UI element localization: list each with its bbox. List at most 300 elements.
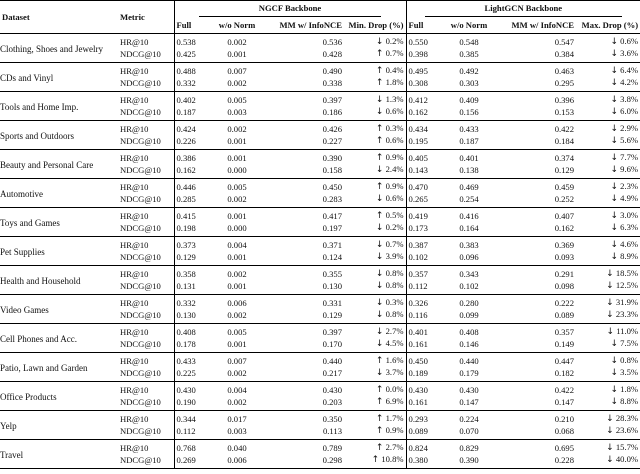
arrow-down-icon: ↓ — [610, 397, 619, 407]
arrow-up-icon: ↑ — [375, 356, 384, 366]
ngcf-mm-infonce-cell: 0.350 — [322, 413, 342, 424]
lightgcn-full-cell: 0.102 — [406, 251, 440, 266]
dataset-health-and-household: Health and Household — [0, 266, 118, 295]
ngcf-drop-cell — [344, 396, 406, 411]
lightgcn-mm-infonce-cell: 0.153 — [498, 106, 576, 121]
lightgcn-mm-infonce-cell: 0.384 — [498, 48, 576, 63]
lightgcn-drop-cell — [576, 266, 640, 281]
lightgcn-drop-cell — [576, 63, 640, 78]
lightgcn-drop-value: 23.3% — [615, 309, 639, 319]
lightgcn-wo-norm-cell: 0.147 — [440, 396, 498, 411]
lightgcn-full-cell: 0.434 — [406, 121, 440, 136]
ngcf-drop-value: 0.6% — [385, 193, 404, 203]
lightgcn-wo-norm-cell: 0.187 — [440, 135, 498, 150]
metric-cell: HR@10 — [120, 123, 149, 134]
lightgcn-drop-value: 11.0% — [616, 326, 639, 336]
ngcf-backbone-header: NGCF Backbone — [174, 1, 406, 19]
ngcf-drop-cell — [344, 309, 406, 324]
lightgcn-wo-norm-cell: 0.383 — [459, 239, 479, 250]
lightgcn-drop-value: 8.8% — [620, 396, 639, 406]
lightgcn-wo-norm-cell: 0.224 — [459, 413, 479, 424]
arrow-down-icon: ↓ — [606, 327, 615, 337]
arrow-up-icon: ↑ — [375, 66, 384, 76]
lightgcn-wo-norm-cell: 0.146 — [440, 338, 498, 353]
arrow-down-icon: ↓ — [610, 107, 619, 117]
ngcf-full-cell: 0.408 — [174, 324, 208, 339]
lightgcn-mm-infonce-cell: 0.547 — [554, 36, 575, 47]
lightgcn-wo-norm-cell: 0.492 — [459, 65, 479, 76]
lightgcn-mm-infonce-cell: 0.422 — [554, 384, 575, 395]
ngcf-drop-cell — [344, 411, 406, 426]
ngcf-mm-infonce-cell: 0.440 — [322, 355, 342, 366]
metric-cell: NDCG@10 — [118, 135, 174, 150]
lightgcn-mm-infonce-cell: 0.149 — [498, 338, 576, 353]
ngcf-drop-value: 3.9% — [385, 251, 404, 261]
ngcf-drop-cell — [344, 179, 406, 194]
lightgcn-drop-value: 6.3% — [620, 222, 639, 232]
metric-cell: HR@10 — [120, 152, 149, 163]
ngcf-drop-cell — [344, 251, 406, 266]
lightgcn-full-cell: 0.265 — [406, 193, 440, 208]
ngcf-drop-value: 1.7% — [385, 413, 404, 423]
arrow-up-icon: ↑ — [375, 414, 384, 424]
ngcf-wo-norm-cell: 0.005 — [227, 326, 247, 337]
ngcf-wo-norm-cell: 0.004 — [227, 239, 247, 250]
lightgcn-mm-infonce-cell: 0.162 — [498, 222, 576, 237]
lightgcn-drop-value: 3.6% — [620, 48, 639, 58]
table-row — [0, 411, 640, 426]
arrow-down-icon: ↓ — [610, 165, 619, 175]
lightgcn-mm-infonce-cell: 0.093 — [498, 251, 576, 266]
arrow-down-icon: ↓ — [606, 269, 614, 279]
metric-cell: NDCG@10 — [118, 367, 174, 382]
lightgcn-drop-cell — [576, 135, 640, 150]
table-row — [0, 92, 640, 107]
lightgcn-wo-norm-cell: 0.096 — [440, 251, 498, 266]
metric-cell: NDCG@10 — [118, 454, 174, 469]
lightgcn-wo-norm-cell: 0.254 — [440, 193, 498, 208]
lightgcn-drop-cell — [576, 353, 640, 368]
ngcf-mm-infonce-cell: 0.426 — [322, 123, 342, 134]
dataset-beauty-and-personal-care: Beauty and Personal Care — [0, 150, 118, 179]
ngcf-full-cell: 0.190 — [174, 396, 208, 411]
table-row — [0, 121, 640, 136]
lightgcn-mm-infonce-cell: 0.089 — [498, 309, 576, 324]
ngcf-wo-norm-cell: 0.017 — [227, 413, 247, 424]
ngcf-full-cell: 0.424 — [174, 121, 208, 136]
ngcf-mm-infonce-cell: 0.283 — [266, 193, 344, 208]
ngcf-full-cell: 0.162 — [174, 164, 208, 179]
ngcf-wo-norm-cell: 0.006 — [227, 297, 247, 308]
lightgcn-wo-norm-cell: 0.099 — [440, 309, 498, 324]
lightgcn-mm-infonce-cell: 0.147 — [498, 396, 576, 411]
table-row — [0, 353, 640, 368]
lightgcn-full-cell: 0.112 — [406, 280, 440, 295]
arrow-down-icon: ↓ — [375, 327, 384, 337]
lightgcn-mm-infonce-cell: 0.129 — [498, 164, 576, 179]
lightgcn-drop-value: 3.5% — [620, 367, 639, 377]
lightgcn-mm-infonce-cell: 0.222 — [554, 297, 575, 308]
ngcf-full-header: Full — [174, 18, 208, 34]
metric-cell: HR@10 — [120, 355, 149, 366]
ngcf-drop-value: 10.8% — [381, 454, 404, 464]
metric-cell: NDCG@10 — [118, 338, 174, 353]
table-row — [0, 324, 640, 339]
ngcf-full-cell: 0.538 — [174, 34, 208, 49]
ngcf-full-cell: 0.402 — [174, 92, 208, 107]
ngcf-mm-infonce-cell: 0.490 — [322, 65, 342, 76]
ngcf-mm-infonce-cell: 0.355 — [322, 268, 342, 279]
ngcf-wo-norm-cell: 0.002 — [208, 309, 266, 324]
metric-cell: NDCG@10 — [118, 164, 174, 179]
ngcf-mm-infonce-cell: 0.430 — [322, 384, 342, 395]
ngcf-wo-norm-cell: 0.002 — [227, 123, 247, 134]
lightgcn-wo-norm-cell: 0.408 — [459, 326, 479, 337]
lightgcn-drop-cell — [576, 208, 640, 223]
lightgcn-drop-cell — [576, 150, 640, 165]
ngcf-wo-norm-cell: 0.000 — [208, 164, 266, 179]
lightgcn-full-cell: 0.161 — [406, 396, 440, 411]
ngcf-drop-value: 0.2% — [385, 36, 404, 46]
lightgcn-full-cell: 0.161 — [406, 338, 440, 353]
ngcf-full-cell: 0.332 — [174, 295, 208, 310]
lightgcn-drop-value: 18.5% — [615, 268, 639, 278]
lightgcn-drop-cell — [576, 454, 640, 469]
lightgcn-wo-norm-cell: 0.156 — [440, 106, 498, 121]
lightgcn-drop-value: 7.5% — [620, 338, 639, 348]
ngcf-mm-infonce-cell: 0.397 — [322, 94, 342, 105]
lightgcn-full-cell: 0.430 — [406, 382, 440, 397]
ngcf-mm-infonce-cell: 0.217 — [266, 367, 344, 382]
lightgcn-drop-cell — [576, 48, 640, 63]
lightgcn-mm-infonce-cell: 0.252 — [498, 193, 576, 208]
ngcf-full-cell: 0.430 — [174, 382, 208, 397]
lightgcn-mm-infonce-cell: 0.210 — [554, 413, 575, 424]
lightgcn-full-cell: 0.116 — [406, 309, 440, 324]
lightgcn-full-cell: 0.173 — [406, 222, 440, 237]
arrow-down-icon: ↓ — [610, 153, 619, 163]
ngcf-drop-cell — [344, 92, 406, 107]
arrow-down-icon: ↓ — [610, 194, 619, 204]
lightgcn-drop-value: 23.6% — [615, 425, 639, 435]
arrow-up-icon: ↑ — [375, 136, 384, 146]
lightgcn-drop-cell — [576, 309, 640, 324]
dataset-video-games: Video Games — [0, 295, 118, 324]
ngcf-drop-cell — [344, 425, 406, 440]
ngcf-drop-value: 1.6% — [385, 355, 404, 365]
arrow-down-icon: ↓ — [606, 426, 614, 436]
ngcf-full-cell: 0.488 — [174, 63, 208, 78]
arrow-down-icon: ↓ — [610, 223, 619, 233]
lightgcn-drop-cell — [576, 106, 640, 121]
lightgcn-mm-infonce-cell: 0.182 — [498, 367, 576, 382]
arrow-down-icon: ↓ — [610, 356, 619, 366]
ngcf-full-cell: 0.112 — [174, 425, 208, 440]
ngcf-drop-value: 0.0% — [385, 384, 404, 394]
lightgcn-full-cell: 0.143 — [406, 164, 440, 179]
ngcf-drop-cell — [344, 324, 406, 339]
lightgcn-drop-value: 15.7% — [615, 442, 639, 452]
ngcf-drop-value: 0.8% — [385, 280, 404, 290]
lightgcn-wo-norm-cell: 0.416 — [459, 210, 479, 221]
metric-cell: HR@10 — [120, 413, 149, 424]
arrow-down-icon: ↓ — [610, 240, 619, 250]
dataset-office-products: Office Products — [0, 382, 118, 411]
ngcf-drop-cell — [344, 338, 406, 353]
metric-cell: NDCG@10 — [118, 396, 174, 411]
ngcf-mm-infonce-cell: 0.130 — [266, 280, 344, 295]
ngcf-drop-value: 0.7% — [385, 48, 404, 58]
arrow-down-icon: ↓ — [610, 95, 619, 105]
lightgcn-wo-norm-cell: 0.179 — [440, 367, 498, 382]
lightgcn-mm-infonce-cell: 0.098 — [498, 280, 576, 295]
table-row — [0, 150, 640, 165]
lightgcn-drop-value: 2.3% — [620, 181, 639, 191]
dataset-travel: Travel — [0, 440, 118, 469]
ngcf-wo-norm-cell: 0.001 — [208, 280, 266, 295]
ngcf-drop-cell — [344, 280, 406, 295]
arrow-down-icon: ↓ — [610, 252, 619, 262]
lightgcn-full-cell: 0.398 — [406, 48, 440, 63]
arrow-up-icon: ↑ — [375, 153, 384, 163]
arrow-up-icon: ↑ — [375, 78, 384, 88]
ngcf-wo-norm-cell: 0.000 — [208, 222, 266, 237]
ngcf-drop-cell — [344, 237, 406, 252]
metric-cell: NDCG@10 — [118, 106, 174, 121]
ngcf-wo-norm-cell: 0.002 — [227, 36, 247, 47]
metric-cell: NDCG@10 — [118, 193, 174, 208]
lightgcn-wo-norm-cell: 0.409 — [459, 94, 479, 105]
dataset-yelp: Yelp — [0, 411, 118, 440]
ngcf-mm-infonce-cell: 0.338 — [266, 77, 344, 92]
arrow-down-icon: ↓ — [375, 107, 384, 117]
lightgcn-drop-value: 4.9% — [620, 193, 639, 203]
arrow-down-icon: ↓ — [610, 37, 619, 47]
ngcf-full-cell: 0.178 — [174, 338, 208, 353]
lightgcn-wo-norm-cell: 0.138 — [440, 164, 498, 179]
ngcf-full-cell: 0.129 — [174, 251, 208, 266]
arrow-up-icon: ↑ — [375, 211, 384, 221]
ngcf-full-cell: 0.187 — [174, 106, 208, 121]
ngcf-wo-norm-cell: 0.007 — [227, 355, 247, 366]
lightgcn-wo-norm-cell: 0.433 — [459, 123, 479, 134]
ngcf-wo-norm-cell: 0.002 — [208, 193, 266, 208]
lightgcn-drop-value: 12.5% — [615, 280, 639, 290]
ngcf-mm-infonce-cell: 0.203 — [266, 396, 344, 411]
table-row — [0, 295, 640, 310]
ngcf-wo-norm-cell: 0.005 — [227, 94, 247, 105]
ngcf-mm-infonce-cell: 0.113 — [266, 425, 344, 440]
arrow-down-icon: ↓ — [375, 165, 384, 175]
ngcf-drop-cell — [344, 266, 406, 281]
arrow-down-icon: ↓ — [610, 182, 619, 192]
ngcf-drop-cell — [344, 77, 406, 92]
ngcf-wo-norm-cell: 0.006 — [208, 454, 266, 469]
lightgcn-drop-cell — [576, 382, 640, 397]
lightgcn-drop-value: 0.8% — [620, 355, 639, 365]
table-row — [0, 208, 640, 223]
ngcf-full-cell: 0.269 — [174, 454, 208, 469]
lightgcn-mm-infonce-cell: 0.459 — [554, 181, 575, 192]
ngcf-mm-infonce-cell: 0.170 — [266, 338, 344, 353]
arrow-down-icon: ↓ — [610, 124, 619, 134]
lightgcn-wo-norm-cell: 0.280 — [459, 297, 479, 308]
metric-cell: HR@10 — [120, 65, 149, 76]
lightgcn-mm-infonce-cell: 0.396 — [554, 94, 575, 105]
lightgcn-mm-infonce-cell: 0.357 — [554, 326, 575, 337]
lightgcn-drop-cell — [576, 34, 640, 49]
lightgcn-full-cell: 0.089 — [406, 425, 440, 440]
lightgcn-mm-infonce-cell: 0.369 — [554, 239, 575, 250]
lightgcn-drop-cell — [576, 440, 640, 455]
lightgcn-drop-cell — [576, 425, 640, 440]
ngcf-drop-value: 0.9% — [385, 181, 404, 191]
lightgcn-mm-infonce-cell: 0.447 — [554, 355, 575, 366]
ngcf-drop-value: 0.7% — [385, 239, 404, 249]
ngcf-mm-infonce-cell: 0.197 — [266, 222, 344, 237]
arrow-down-icon: ↓ — [610, 339, 619, 349]
ngcf-wo-norm-cell: 0.001 — [208, 251, 266, 266]
ngcf-mm-infonce-cell: 0.417 — [322, 210, 342, 221]
table-row — [0, 266, 640, 281]
lightgcn-mm-infonce-cell: 0.068 — [498, 425, 576, 440]
lightgcn-full-cell: 0.326 — [406, 295, 440, 310]
ngcf-drop-cell — [344, 63, 406, 78]
ngcf-drop-value: 0.9% — [385, 425, 404, 435]
ngcf-full-cell: 0.198 — [174, 222, 208, 237]
results-body — [0, 34, 640, 469]
arrow-down-icon: ↓ — [610, 211, 619, 221]
lightgcn-drop-cell — [576, 251, 640, 266]
ngcf-wo-norm-cell: 0.003 — [208, 425, 266, 440]
lightgcn-drop-value: 4.2% — [620, 77, 639, 87]
arrow-down-icon: ↓ — [606, 310, 614, 320]
ngcf-drop-cell — [344, 382, 406, 397]
lightgcn-drop-value: 28.3% — [615, 413, 639, 423]
ngcf-drop-cell — [344, 367, 406, 382]
dataset-header: Dataset — [0, 1, 118, 34]
ngcf-mm-infonce-cell: 0.397 — [322, 326, 342, 337]
metric-cell: HR@10 — [120, 326, 149, 337]
lightgcn-full-cell: 0.293 — [406, 411, 440, 426]
lightgcn-drop-cell — [576, 237, 640, 252]
arrow-down-icon: ↓ — [375, 339, 384, 349]
ngcf-mm-infonce-cell: 0.124 — [266, 251, 344, 266]
lightgcn-drop-value: 3.0% — [620, 210, 639, 220]
ngcf-mm-infonce-cell: 0.536 — [322, 36, 342, 47]
metric-cell: HR@10 — [120, 181, 149, 192]
arrow-up-icon: ↑ — [375, 124, 384, 134]
lightgcn-drop-cell — [576, 396, 640, 411]
ngcf-wo-norm-cell: 0.002 — [208, 367, 266, 382]
lightgcn-drop-cell — [576, 121, 640, 136]
lightgcn-drop-cell — [576, 280, 640, 295]
metric-cell: HR@10 — [120, 297, 149, 308]
dataset-patio-lawn-and-garden: Patio, Lawn and Garden — [0, 353, 118, 382]
table-row — [0, 34, 640, 49]
table-row — [0, 63, 640, 78]
lightgcn-mm-infonce-cell: 0.422 — [554, 123, 575, 134]
ngcf-drop-cell — [344, 34, 406, 49]
table-row — [0, 179, 640, 194]
lightgcn-full-cell: 0.412 — [406, 92, 440, 107]
metric-cell: HR@10 — [120, 384, 149, 395]
lightgcn-wo-norm-cell: 0.390 — [440, 454, 498, 469]
lightgcn-wo-norm-cell: 0.343 — [459, 268, 479, 279]
ngcf-drop-value: 0.3% — [385, 297, 404, 307]
lightgcn-drop-value: 8.9% — [620, 251, 639, 261]
ngcf-wo-norm-cell: 0.004 — [227, 384, 247, 395]
arrow-up-icon: ↑ — [375, 443, 384, 453]
lightgcn-drop-cell — [576, 338, 640, 353]
ngcf-full-cell: 0.131 — [174, 280, 208, 295]
arrow-down-icon: ↓ — [606, 414, 614, 424]
ngcf-drop-cell — [344, 48, 406, 63]
ngcf-drop-cell — [344, 150, 406, 165]
lightgcn-max-drop-header: Max. Drop (%) — [576, 18, 640, 34]
arrow-down-icon: ↓ — [606, 281, 614, 291]
ngcf-mm-infonce-cell: 0.129 — [266, 309, 344, 324]
ngcf-wo-norm-cell: 0.003 — [208, 106, 266, 121]
ngcf-full-cell: 0.446 — [174, 179, 208, 194]
lightgcn-mm-infonce-cell: 0.184 — [498, 135, 576, 150]
ngcf-drop-value: 6.9% — [385, 396, 404, 406]
ngcf-drop-cell — [344, 208, 406, 223]
ngcf-drop-value: 0.4% — [385, 65, 404, 75]
arrow-down-icon: ↓ — [610, 385, 619, 395]
lightgcn-mm-infonce-cell: 0.407 — [554, 210, 575, 221]
lightgcn-wo-norm-cell: 0.303 — [440, 77, 498, 92]
lightgcn-full-cell: 0.401 — [406, 324, 440, 339]
ngcf-wo-norm-cell: 0.007 — [227, 65, 247, 76]
ngcf-full-cell: 0.332 — [174, 77, 208, 92]
lightgcn-drop-cell — [576, 179, 640, 194]
ngcf-drop-cell — [344, 440, 406, 455]
ngcf-wo-norm-cell: 0.001 — [208, 338, 266, 353]
dataset-sports-and-outdoors: Sports and Outdoors — [0, 121, 118, 150]
arrow-down-icon: ↓ — [610, 49, 619, 59]
ngcf-full-cell: 0.433 — [174, 353, 208, 368]
metric-cell: HR@10 — [120, 442, 149, 453]
arrow-down-icon: ↓ — [375, 223, 384, 233]
arrow-down-icon: ↓ — [375, 194, 384, 204]
lightgcn-drop-value: 4.6% — [620, 239, 639, 249]
ngcf-drop-cell — [344, 121, 406, 136]
lightgcn-drop-cell — [576, 164, 640, 179]
ngcf-drop-value: 0.5% — [385, 210, 404, 220]
ngcf-mm-infonce-cell: 0.186 — [266, 106, 344, 121]
metric-cell: HR@10 — [120, 36, 149, 47]
metric-cell: HR@10 — [120, 268, 149, 279]
ngcf-wo-norm-cell: 0.001 — [227, 152, 247, 163]
ngcf-drop-cell — [344, 353, 406, 368]
lightgcn-full-cell: 0.470 — [406, 179, 440, 194]
arrow-down-icon: ↓ — [375, 269, 384, 279]
table-row — [0, 382, 640, 397]
ngcf-full-cell: 0.344 — [174, 411, 208, 426]
metric-cell: HR@10 — [120, 210, 149, 221]
ngcf-mm-infonce-cell: 0.331 — [322, 297, 342, 308]
lightgcn-drop-value: 9.6% — [620, 164, 639, 174]
metric-cell: HR@10 — [120, 94, 149, 105]
ngcf-drop-value: 3.7% — [385, 367, 404, 377]
lightgcn-drop-value: 0.6% — [620, 36, 639, 46]
lightgcn-drop-cell — [576, 295, 640, 310]
ngcf-full-cell: 0.358 — [174, 266, 208, 281]
ngcf-drop-value: 2.4% — [385, 164, 404, 174]
ngcf-wo-norm-cell: 0.001 — [208, 135, 266, 150]
lightgcn-full-cell: 0.450 — [406, 353, 440, 368]
